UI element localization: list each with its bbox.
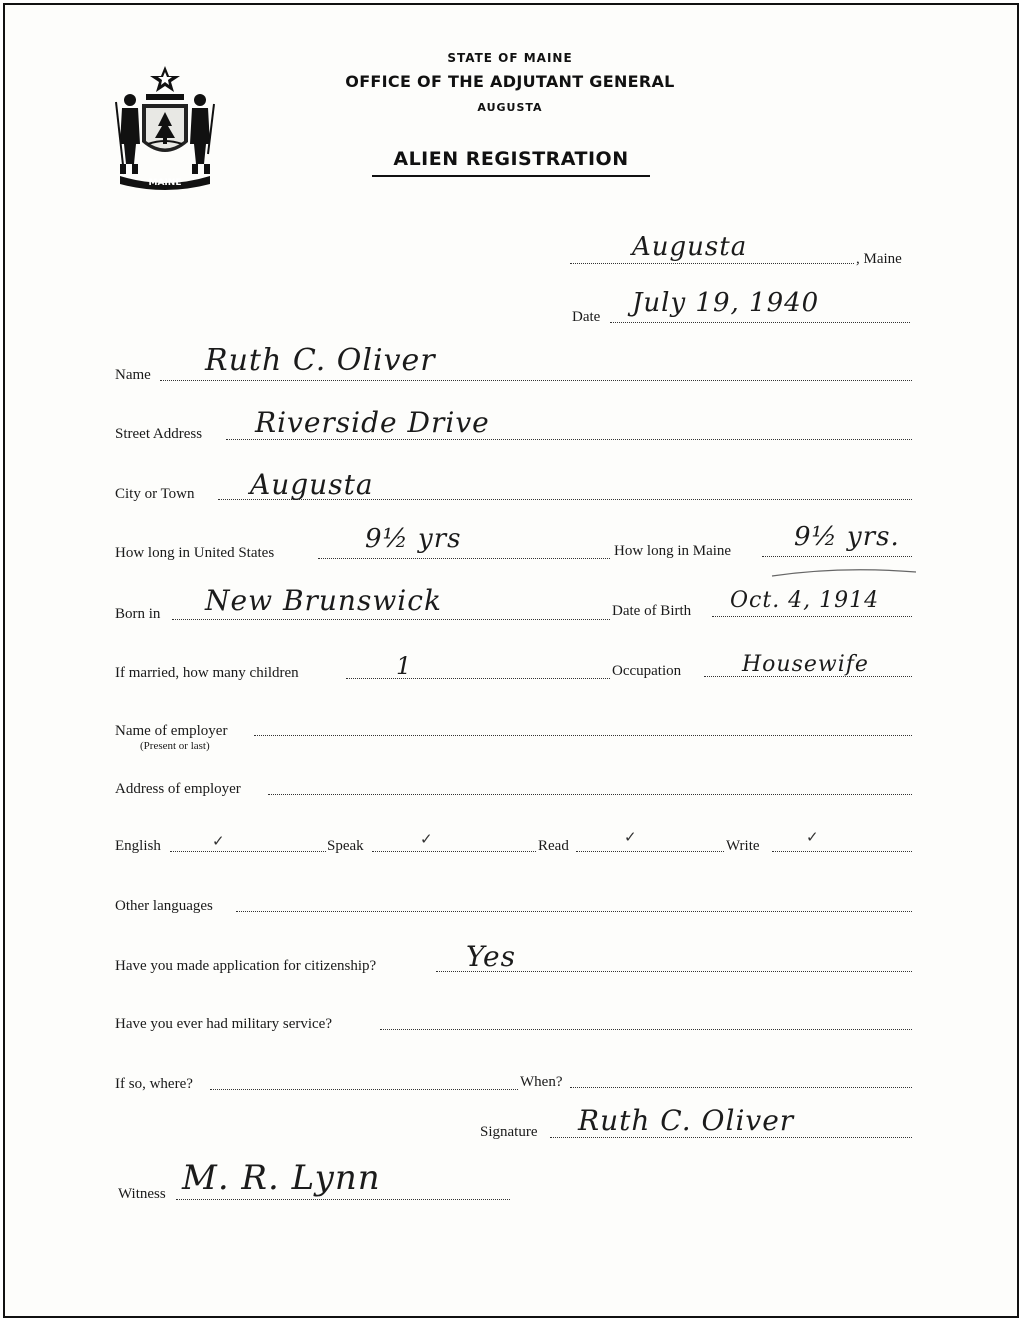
street-address-label: Street Address [115, 426, 203, 442]
children-label: If married, how many children [115, 665, 299, 681]
english-line [170, 851, 326, 852]
city-label: City or Town [115, 486, 195, 502]
children-line [346, 678, 610, 679]
seal-ribbon-text: MAINE [148, 178, 182, 188]
state-of-maine-seal-icon [112, 64, 218, 190]
speak-line [372, 851, 536, 852]
write-line [772, 851, 912, 852]
military-line [380, 1029, 912, 1030]
date-of-birth-value[interactable]: Oct. 4, 1914 [730, 588, 880, 613]
signature-line [550, 1137, 912, 1138]
other-languages-label: Other languages [115, 898, 213, 914]
signature-value[interactable]: Ruth C. Oliver [578, 1104, 795, 1137]
read-check[interactable]: ✓ [624, 830, 637, 846]
born-in-line [172, 619, 610, 620]
header-state: STATE OF MAINE [447, 51, 573, 65]
how-long-us-label: How long in United States [115, 545, 275, 561]
maine-underline-swash [770, 562, 920, 582]
read-line [576, 851, 724, 852]
street-address-line [226, 439, 912, 440]
witness-label: Witness [118, 1186, 166, 1202]
where-line [210, 1089, 518, 1090]
place-line [570, 263, 854, 264]
citizenship-label: Have you made application for citizenship? [115, 958, 377, 974]
employer-line [254, 735, 912, 736]
how-long-maine-label: How long in Maine [614, 543, 732, 559]
employer-address-line [268, 794, 912, 795]
header-city: AUGUSTA [477, 101, 543, 114]
how-long-maine-value[interactable]: 9½ yrs. [794, 522, 900, 552]
form-title: ALIEN REGISTRATION [372, 148, 650, 177]
children-value[interactable]: 1 [396, 652, 413, 680]
born-in-label: Born in [115, 606, 161, 622]
place-suffix: , Maine [856, 251, 902, 267]
occupation-value[interactable]: Housewife [742, 652, 869, 677]
write-check[interactable]: ✓ [806, 830, 819, 846]
seal-shield [142, 104, 188, 152]
seal-banner [146, 94, 184, 100]
date-line [610, 322, 910, 323]
how-long-us-line [318, 558, 610, 559]
city-value[interactable]: Augusta [250, 468, 374, 501]
seal-star [150, 66, 180, 92]
when-line [570, 1087, 912, 1088]
date-of-birth-label: Date of Birth [612, 603, 692, 619]
occupation-label: Occupation [612, 663, 682, 679]
employer-address-label: Address of employer [115, 781, 241, 797]
employer-sublabel: (Present or last) [140, 740, 210, 752]
name-label: Name [115, 367, 151, 383]
read-label: Read [538, 838, 569, 854]
seal-right-figure [190, 94, 214, 174]
how-long-us-value[interactable]: 9½ yrs [365, 524, 462, 554]
name-value[interactable]: Ruth C. Oliver [205, 343, 436, 378]
english-check[interactable]: ✓ [212, 834, 225, 850]
signature-label: Signature [480, 1124, 538, 1140]
header-office: OFFICE OF THE ADJUTANT GENERAL [345, 72, 675, 91]
citizenship-value[interactable]: Yes [466, 940, 516, 973]
street-address-value[interactable]: Riverside Drive [255, 406, 490, 439]
witness-value[interactable]: M. R. Lynn [182, 1158, 381, 1198]
born-in-value[interactable]: New Brunswick [205, 584, 442, 617]
how-long-maine-line [762, 556, 912, 557]
speak-label: Speak [327, 838, 364, 854]
employer-label: Name of employer [115, 723, 228, 739]
name-line [160, 380, 912, 381]
where-label: If so, where? [115, 1076, 193, 1092]
other-languages-line [236, 911, 912, 912]
date-of-birth-line [712, 616, 912, 617]
write-label: Write [726, 838, 760, 854]
place-value[interactable]: Augusta [632, 232, 748, 262]
date-value[interactable]: July 19, 1940 [632, 288, 820, 318]
date-label: Date [572, 309, 601, 325]
witness-line [176, 1199, 510, 1200]
english-label: English [115, 838, 161, 854]
seal-left-figure [116, 94, 140, 174]
military-label: Have you ever had military service? [115, 1016, 332, 1032]
when-label: When? [520, 1074, 563, 1090]
speak-check[interactable]: ✓ [420, 832, 433, 848]
